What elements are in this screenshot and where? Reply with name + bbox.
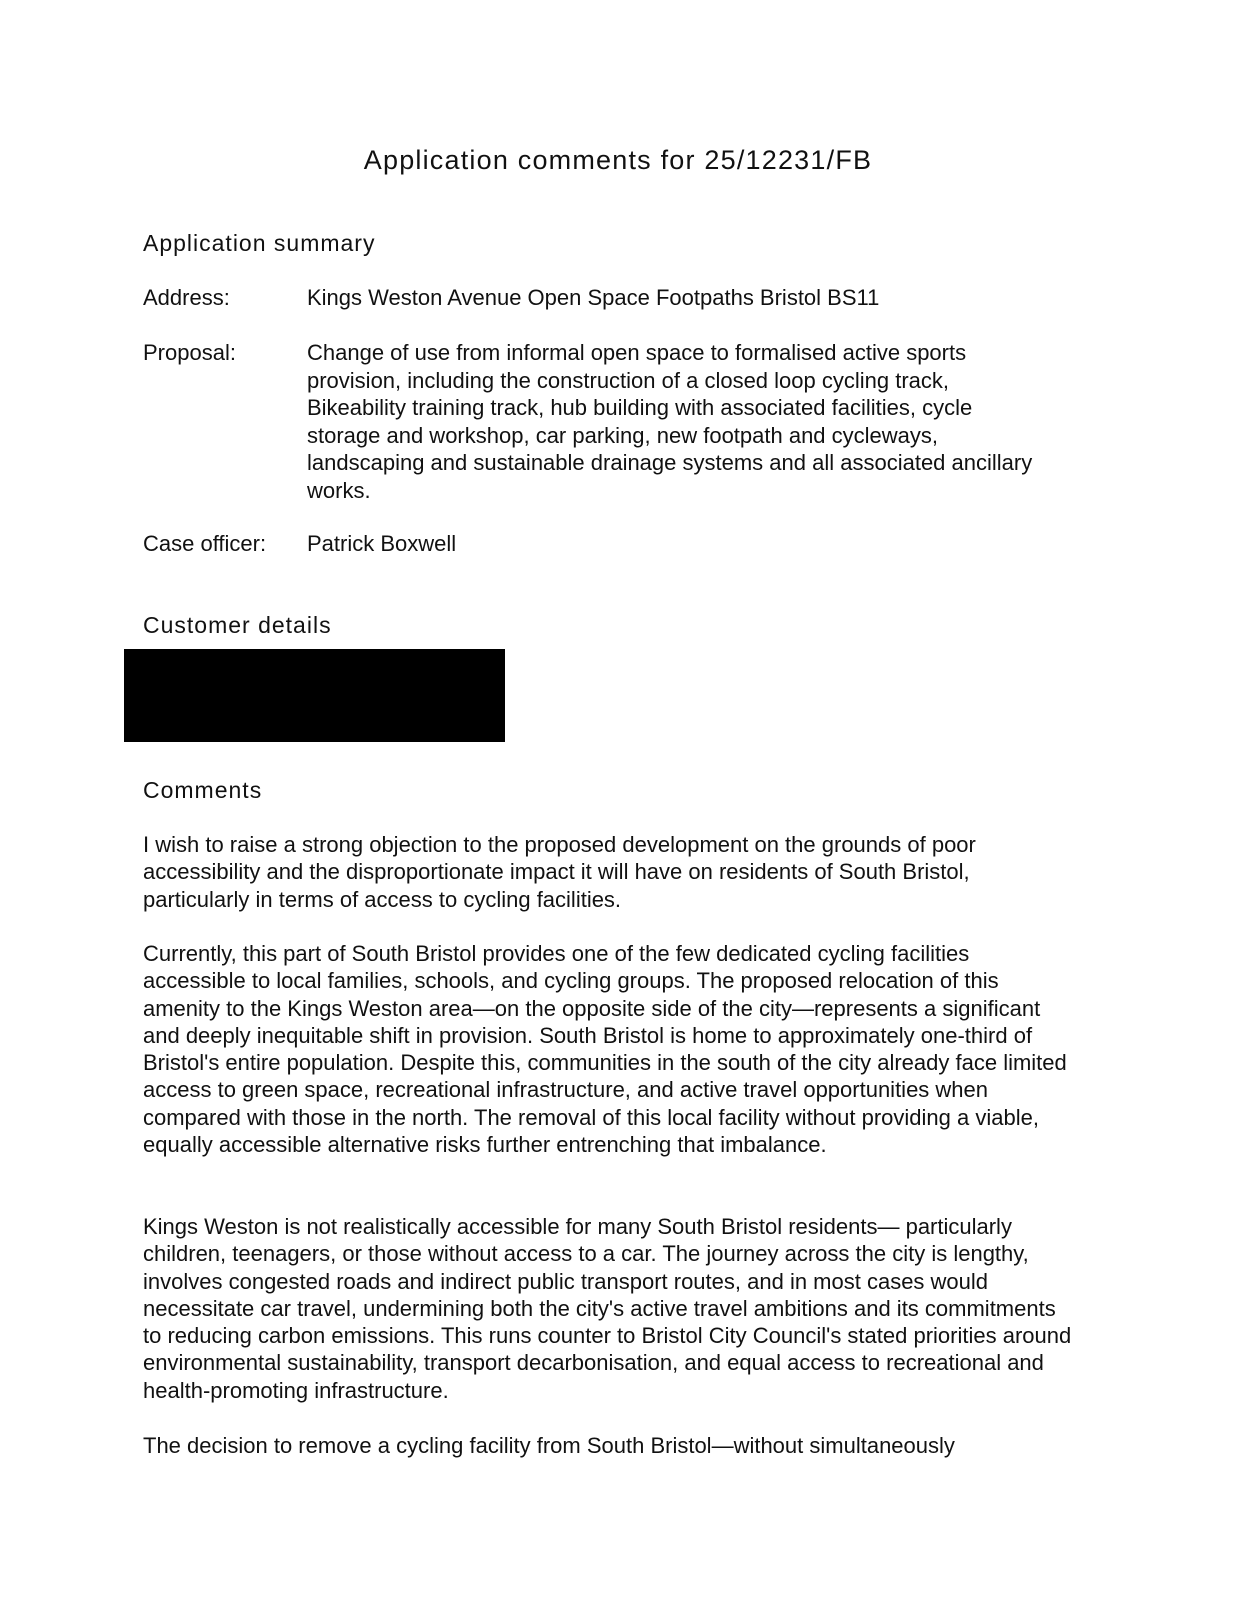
proposal-label: Proposal: <box>143 340 236 365</box>
comments-heading: Comments <box>143 777 263 803</box>
comment-paragraph: Kings Weston is not realistically accessible for many South Bristol residents— particularly children, teenagers, or those without access to a car. The journey across the city is lengthy, involves congested roads and indirect public transport routes, and in most cases would necessitate car travel, undermining both the city's active travel ambitions and its commitments to reducing carbon emissions. This runs counter to Bristol City Council's stated priorities around environmental sustainability, transport decarbonisation, and equal access to recreational and health-promoting infrastructure. <box>143 1214 1072 1403</box>
redacted-customer-details <box>124 649 505 742</box>
customer-details-heading: Customer details <box>143 612 332 638</box>
comment-paragraph: Currently, this part of South Bristol provides one of the few dedicated cycling facilities accessible to local families, schools, and cycling groups. The proposed relocation of this amenity to the Kings Weston area—on the opposite side of the city—represents a significant and deeply inequitable shift in provision. South Bristol is home to approximately one-third of Bristol's entire population. Despite this, communities in the south of the city already face limited access to green space, recreational infrastructure, and active travel opportunities when compared with those in the north. The removal of this local facility without providing a viable, equally accessible alternative risks further entrenching that imbalance. <box>143 941 1067 1158</box>
address-value: Kings Weston Avenue Open Space Footpaths Bristol BS11 <box>307 285 880 310</box>
case-officer-value: Patrick Boxwell <box>307 531 457 556</box>
comment-paragraph: I wish to raise a strong objection to the proposed development on the grounds of poor accessibility and the disproportionate impact it will have on residents of South Bristol, particularly in terms of access to cycling facilities. <box>143 832 976 912</box>
comment-paragraph: The decision to remove a cycling facility from South Bristol—without simultaneously <box>143 1433 955 1458</box>
address-label: Address: <box>143 285 230 310</box>
case-officer-label: Case officer: <box>143 531 267 556</box>
proposal-value: Change of use from informal open space to formalised active sports provision, including the construction of a closed loop cycling track, Bikeability training track, hub building with associated facilities, cycle storage and workshop, car parking, new footpath and cycleways, landscaping and sustainable drainage systems and all associated ancillary works. <box>307 340 1033 503</box>
page-title: Application comments for 25/12231/FB <box>363 145 873 175</box>
application-summary-heading: Application summary <box>143 230 376 256</box>
